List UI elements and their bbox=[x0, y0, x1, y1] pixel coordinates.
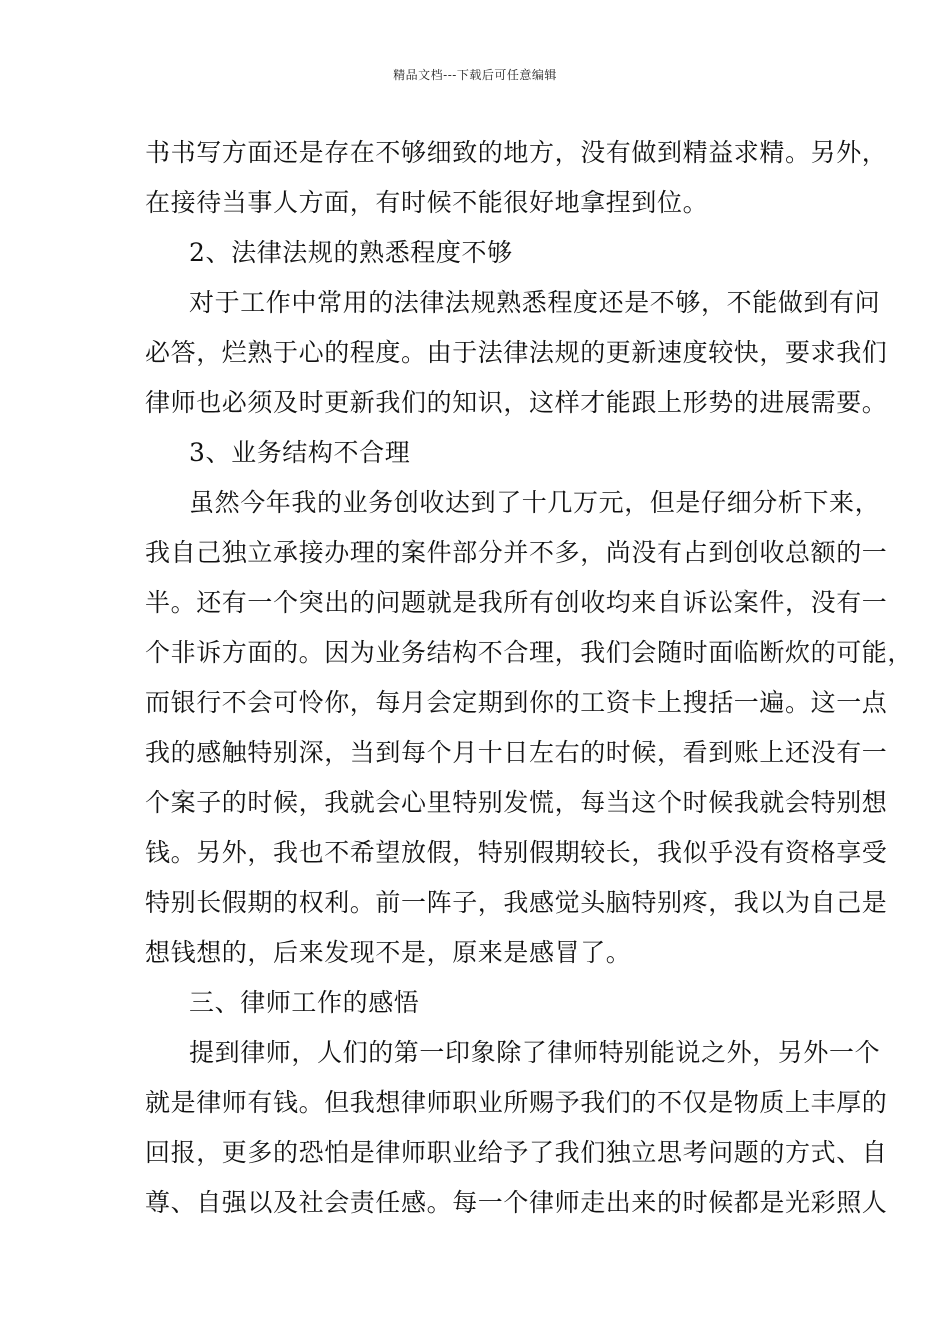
document-body bbox=[145, 128, 914, 1228]
text-line: 律师也必须及时更新我们的知识，这样才能跟上形势的进展需要。 bbox=[145, 388, 888, 417]
text-line: 我自己独立承接办理的案件部分并不多，尚没有占到创收总额的一 bbox=[145, 538, 888, 567]
text-line: 特别长假期的权利。前一阵子，我感觉头脑特别疼，我以为自己是 bbox=[145, 888, 888, 917]
text-line: 书书写方面还是存在不够细致的地方，没有做到精益求精。另外， bbox=[145, 138, 888, 167]
text-line: 而银行不会可怜你，每月会定期到你的工资卡上搜括一遍。这一点 bbox=[145, 688, 888, 717]
text-line: 钱。另外，我也不希望放假，特别假期较长，我似乎没有资格享受 bbox=[145, 838, 888, 867]
text-line: 尊、自强以及社会责任感。每一个律师走出来的时候都是光彩照人 bbox=[145, 1188, 888, 1217]
text-line: 回报，更多的恐怕是律师职业给予了我们独立思考问题的方式、自 bbox=[145, 1138, 888, 1167]
text-line: 个非诉方面的。因为业务结构不合理，我们会随时面临断炊的可能， bbox=[145, 638, 914, 667]
text-line: 想钱想的，后来发现不是，原来是感冒了。 bbox=[145, 938, 632, 967]
text-line: 3、业务结构不合理 bbox=[189, 438, 411, 467]
text-line: 就是律师有钱。但我想律师职业所赐予我们的不仅是物质上丰厚的 bbox=[145, 1088, 888, 1117]
text-line: 必答，烂熟于心的程度。由于法律法规的更新速度较快，要求我们 bbox=[145, 338, 888, 367]
text-line: 对于工作中常用的法律法规熟悉程度还是不够，不能做到有问 bbox=[189, 288, 881, 317]
text-line: 半。还有一个突出的问题就是我所有创收均来自诉讼案件，没有一 bbox=[145, 588, 888, 617]
text-line: 虽然今年我的业务创收达到了十几万元，但是仔细分析下来， bbox=[189, 488, 881, 517]
text-line: 2、法律法规的熟悉程度不够 bbox=[189, 238, 513, 267]
text-line: 在接待当事人方面，有时候不能很好地拿捏到位。 bbox=[145, 188, 709, 217]
text-line: 个案子的时候，我就会心里特别发慌，每当这个时候我就会特别想 bbox=[145, 788, 888, 817]
page-header: 精品文档---下载后可任意编辑 bbox=[393, 68, 557, 82]
text-line: 我的感触特别深，当到每个月十日左右的时候，看到账上还没有一 bbox=[145, 738, 888, 767]
text-line: 提到律师，人们的第一印象除了律师特别能说之外，另外一个 bbox=[189, 1038, 881, 1067]
text-line: 三、律师工作的感悟 bbox=[189, 988, 420, 1017]
